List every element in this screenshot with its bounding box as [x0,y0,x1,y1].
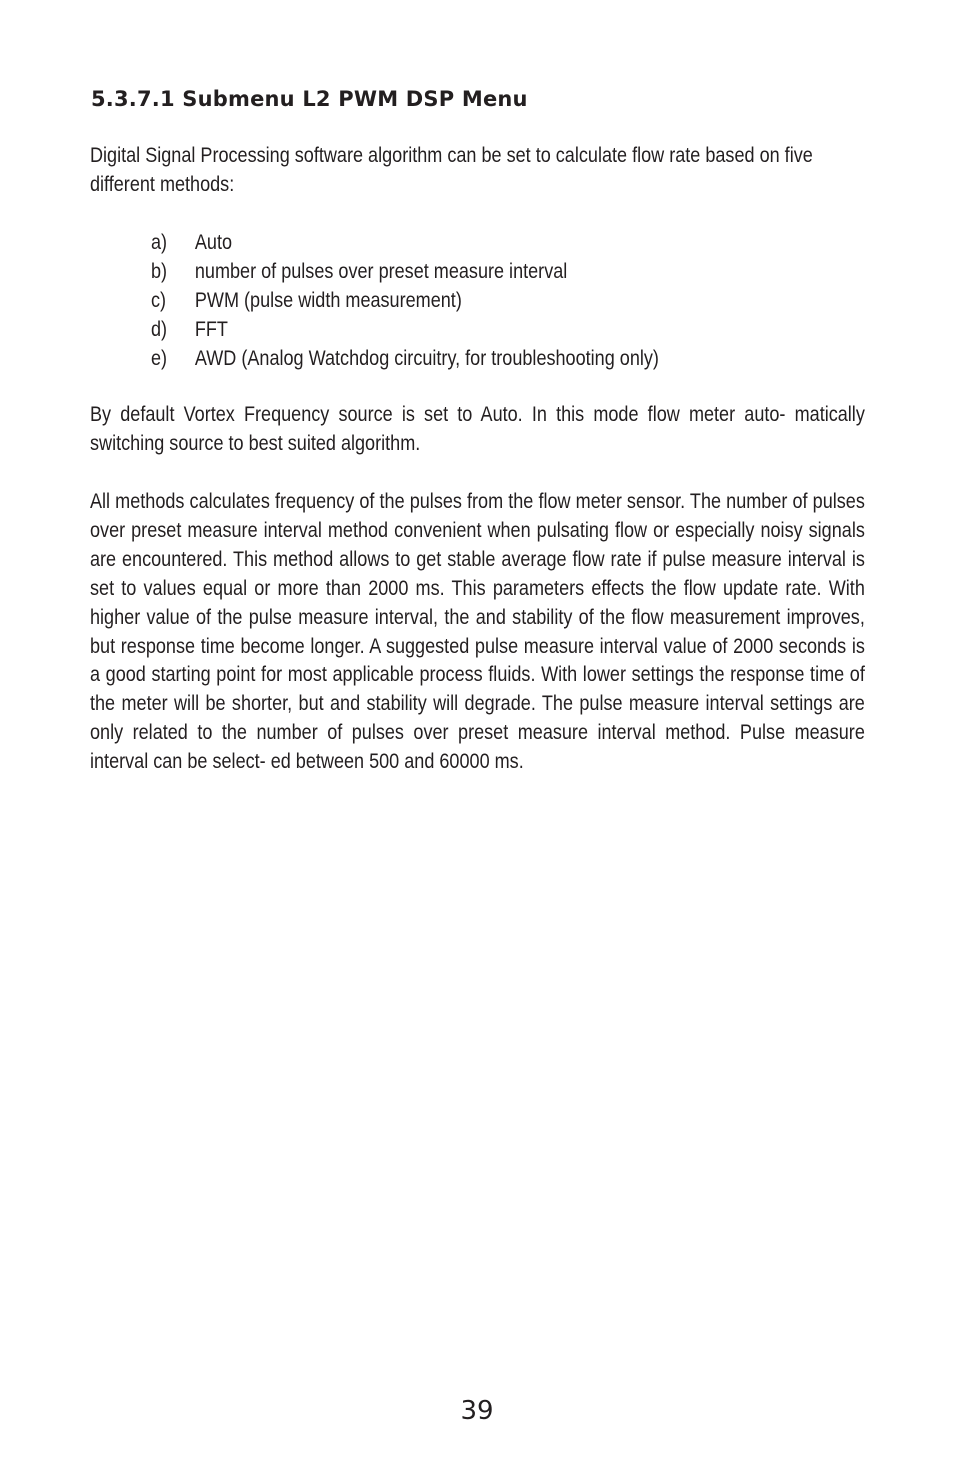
list-item [151,316,659,345]
methods-paragraph: All methods calculates frequency of the pulses from the flow meter sensor. The number of pulses over preset measure interval method convenient when pulsating flow or especially noisy signals are encountered. This method allows to get stable average flow rate if pulse measure interval is set to values equal or more than 2000 ms. This parameters effects the flow update rate. With higher value of the pulse measure interval, the and stability of the flow measurement improves, but response time become longer. A suggested pulse measure interval value of 2000 seconds is a good starting point for most applicable process fluids. With lower settings the response time of the meter will be shorter, but and stability will degrade. The pulse measure interval settings are only related to the number of pulses over preset measure interval method. Pulse measure interval can be select- ed between 500 and 60000 ms. [90,490,865,774]
list-item-marker: e) [151,346,168,370]
list-item [151,258,659,287]
list-item [151,345,659,374]
page-number: 39 [460,1396,494,1426]
methods-list [151,229,659,374]
list-item-marker: a) [151,231,168,254]
list-item-text: FFT [194,317,228,341]
list-item-text: Auto [194,231,233,254]
default-mode-paragraph: By default Vortex Frequency source is set to Auto. In this mode flow meter auto- matically switching source to best suited algorithm. [90,403,865,455]
list-item-text: PWM (pulse width measurement) [194,288,462,312]
section-heading: 5.3.7.1 Submenu L2 PWM DSP Menu [91,87,528,111]
list-item-text: AWD (Analog Watchdog circuitry, for troubleshooting only) [194,346,659,370]
list-item-marker: b) [151,259,168,283]
list-item-marker: c) [151,288,167,312]
list-item [151,229,659,258]
list-item [151,287,659,316]
list-item-marker: d) [151,317,168,341]
list-item-text: number of pulses over preset measure interval [194,259,568,283]
intro-paragraph: Digital Signal Processing software algorithm can be set to calculate flow rate based on five different methods: [90,144,813,196]
